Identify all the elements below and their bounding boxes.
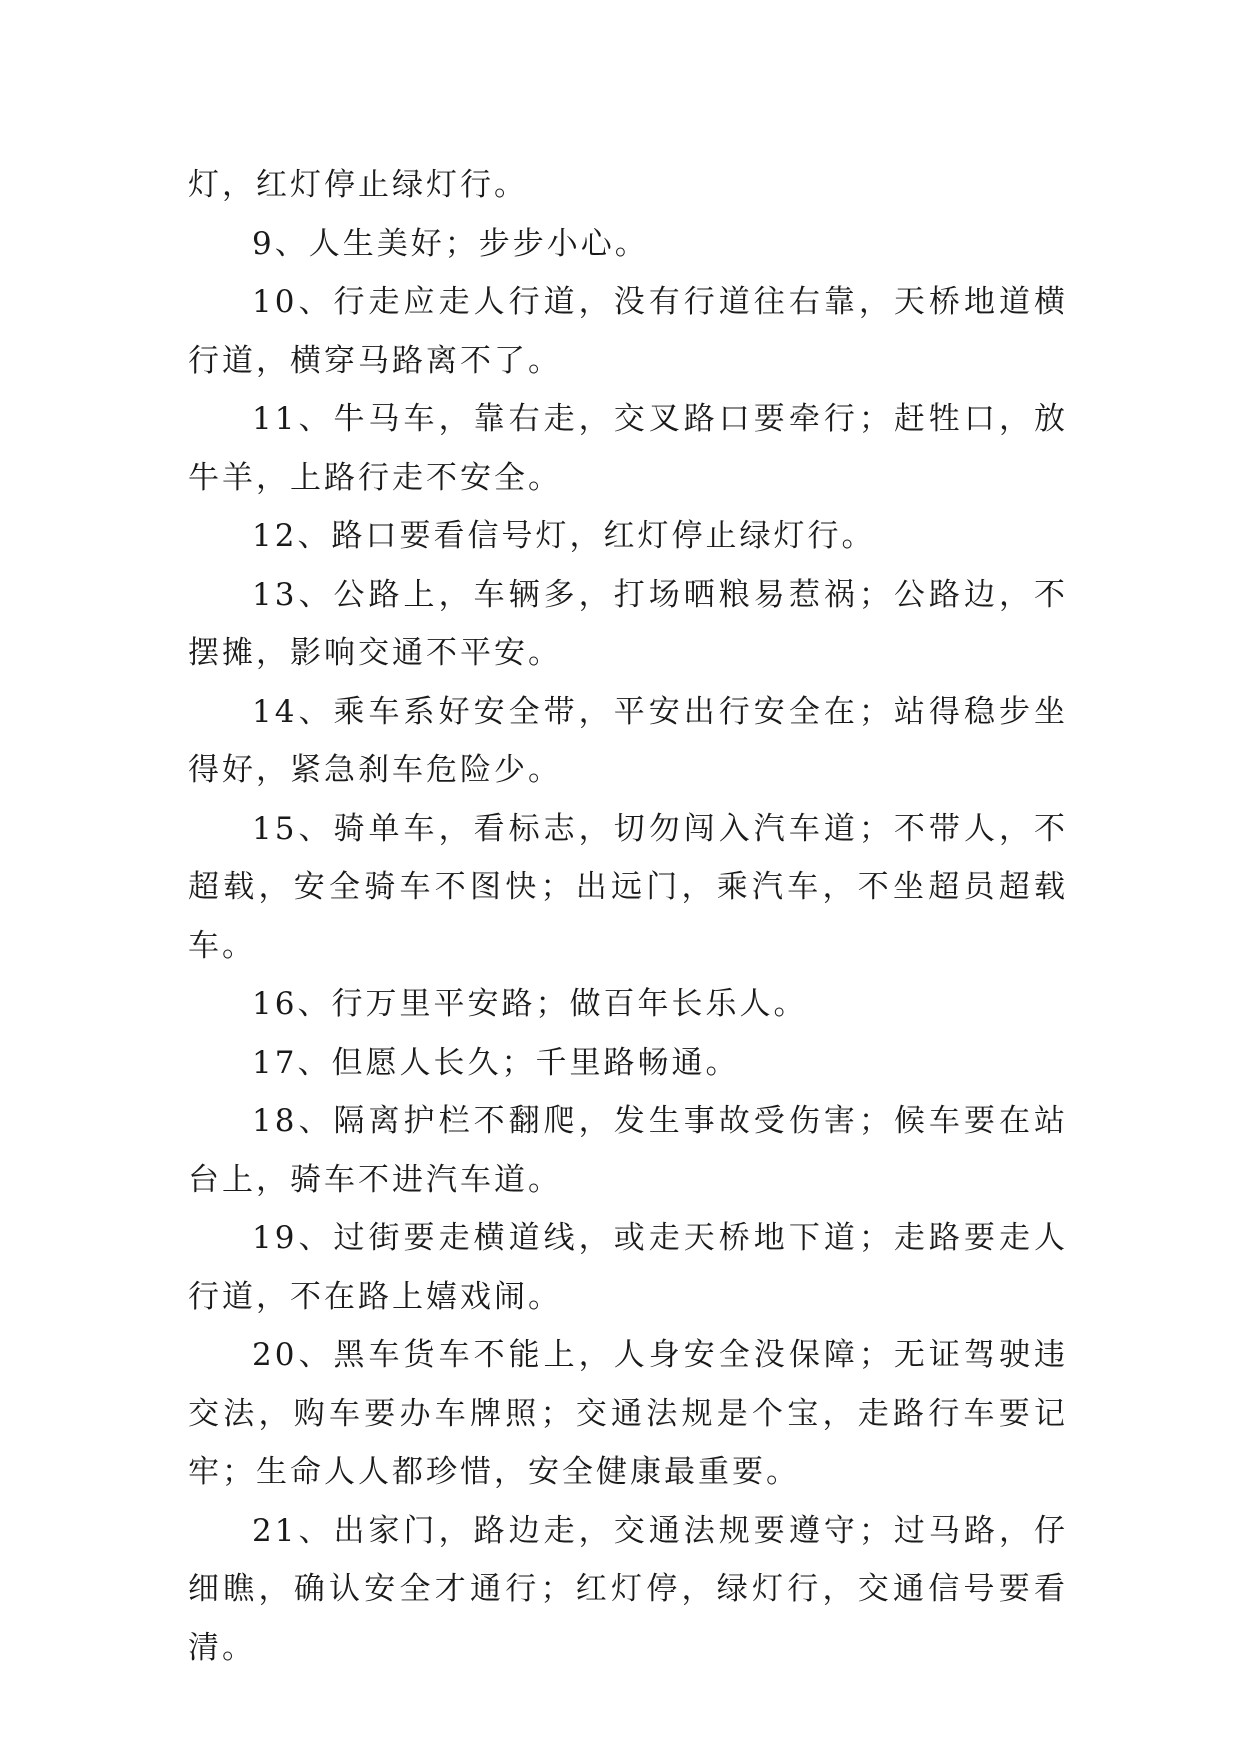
document-body xyxy=(188,156,1068,1677)
paragraph-item-16: 16、行万里平安路；做百年长乐人。 xyxy=(252,986,808,1022)
paragraph-item-11: 11、牛马车，靠右走，交叉路口要牵行；赶牲口，放牛羊，上路行走不安全。 xyxy=(188,401,1068,496)
paragraph-item-9: 9、人生美好；步步小心。 xyxy=(252,225,649,262)
paragraph-item-12: 12、路口要看信号灯，红灯停止绿灯行。 xyxy=(252,518,876,554)
paragraph-item-19: 19、过街要走横道线，或走天桥地下道；走路要走人行道，不在路上嬉戏闹。 xyxy=(188,1220,1068,1315)
paragraph-item-21: 21、出家门，路边走，交通法规要遵守；过马路，仔细瞧，确认安全才通行；红灯停，绿灯行，交通信号要看清。 xyxy=(188,1512,1068,1666)
paragraph-item-14: 14、乘车系好安全带，平安出行安全在；站得稳步坐得好，紧急刹车危险少。 xyxy=(188,693,1068,788)
paragraph-item-17: 17、但愿人长久；千里路畅通。 xyxy=(252,1044,740,1081)
paragraph-item-18: 18、隔离护栏不翻爬，发生事故受伤害；候车要在站台上，骑车不进汽车道。 xyxy=(188,1103,1068,1198)
paragraph-item-15: 15、骑单车，看标志，切勿闯入汽车道；不带人，不超载，安全骑车不图快；出远门，乘汽车，不坐超员超载车。 xyxy=(188,810,1068,964)
paragraph-item-20: 20、黑车货车不能上，人身安全没保障；无证驾驶违交法，购车要办车牌照；交通法规是个宝，走路行车要记牢；生命人人都珍惜，安全健康最重要。 xyxy=(188,1337,1068,1490)
paragraph-item-13: 13、公路上，车辆多，打场晒粮易惹祸；公路边，不摆摊，影响交通不平安。 xyxy=(188,576,1068,671)
paragraph-item-10: 10、行走应走人行道，没有行道往右靠，天桥地道横行道，横穿马路离不了。 xyxy=(188,284,1068,379)
paragraph-continued: 灯，红灯停止绿灯行。 xyxy=(188,167,528,203)
